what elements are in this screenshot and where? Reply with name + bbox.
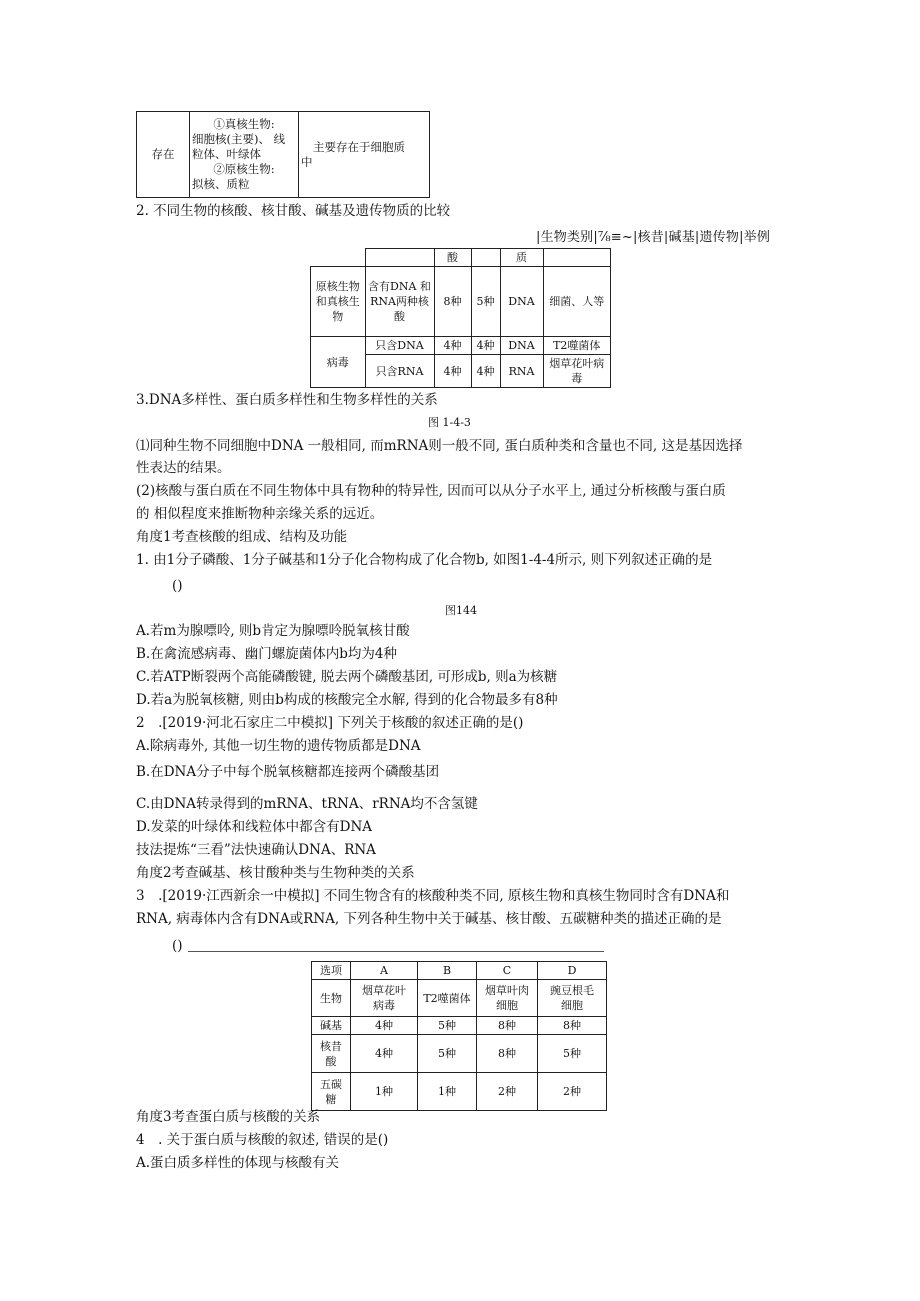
- figure-1-4-3-caption: 图 1-4-3: [428, 416, 471, 429]
- table2-header-cell: [365, 249, 434, 267]
- existence-table: [136, 111, 430, 198]
- answer-underline: [188, 951, 604, 952]
- figure-1-4-4-caption: 图144: [445, 604, 477, 617]
- angle-3-heading: 角度3考查蛋白质与核酸的关系: [136, 1109, 321, 1125]
- existence-right-line: 中: [301, 154, 313, 169]
- table2-header-cell: [471, 249, 500, 267]
- existence-left-cell: [190, 112, 299, 198]
- table3-cell: B: [418, 962, 477, 980]
- table2-cell: 8种: [434, 267, 471, 337]
- question-2-stem: 2 .[2019·河北石家庄二中模拟] 下列关于核酸的叙述正确的是(): [136, 715, 524, 731]
- table3-cell: 2种: [477, 1073, 538, 1111]
- question-3-line-1: 3 .[2019·江西新余一中模拟] 不同生物含有的核酸种类不同, 原核生物和真核生物同时含有DNA和: [136, 888, 730, 904]
- table3-cell: 生物: [312, 980, 351, 1017]
- table3-cell: 5种: [418, 1035, 477, 1073]
- section-2-header-row: |生物类别|⅞≡~|核昔|碱基|遗传物|举例: [536, 230, 771, 245]
- section-2-title: 2. 不同生物的核酸、核甘酸、碱基及遗传物质的比较: [136, 203, 451, 219]
- table2-cell: 细菌、人等: [543, 267, 611, 337]
- table2-cell: 4种: [471, 355, 500, 388]
- existence-left-line: ①真核生物:: [213, 117, 275, 131]
- table3-cell: 碱基: [312, 1017, 351, 1035]
- existence-left-line: ②原核生物:: [213, 162, 275, 176]
- table3-cell: 烟草叶肉细胞: [477, 980, 538, 1017]
- table2-cell: DNA: [500, 337, 543, 355]
- paragraph-1-line-1: ⑴同种生物不同细胞中DNA 一般相同, 而mRNA则一般不同, 蛋白质种类和含量也不同, 这是基因选择: [136, 438, 743, 454]
- table3-cell: 8种: [477, 1035, 538, 1073]
- question-3-options-table: [311, 961, 607, 1111]
- table2-cell: 原核生物和真核生物: [311, 267, 366, 337]
- question-3-answer-paren: (): [172, 938, 183, 954]
- angle-2-heading: 角度2考查碱基、核甘酸种类与生物种类的关系: [136, 865, 415, 881]
- question-1-answer-paren: (): [172, 578, 183, 594]
- existence-left-line: 细胞核(主要)、 线: [192, 132, 286, 146]
- table3-cell: 4种: [351, 1017, 418, 1035]
- question-1-option-a: A.若m为腺嘌呤, 则b肯定为腺嘌呤脱氧核甘酸: [136, 623, 410, 639]
- existence-left-line: 粒体、叶绿体: [192, 147, 261, 161]
- table3-cell: 2种: [538, 1073, 607, 1111]
- table2-cell: 4种: [434, 337, 471, 355]
- table3-cell: 豌豆根毛细胞: [538, 980, 607, 1017]
- table3-cell: 烟草花叶病毒: [351, 980, 418, 1017]
- table2-header-cell: 酸: [434, 249, 471, 267]
- table3-cell: 五碳糖: [312, 1073, 351, 1111]
- table3-cell: 8种: [477, 1017, 538, 1035]
- comparison-table: [310, 248, 611, 388]
- angle-1-heading: 角度1考查核酸的组成、结构及功能: [136, 529, 348, 545]
- question-4-option-a: A.蛋白质多样性的体现与核酸有关: [136, 1155, 340, 1171]
- table2-cell: T2噬菌体: [543, 337, 611, 355]
- table2-cell: 4种: [434, 355, 471, 388]
- table2-cell: 烟草花叶病毒: [543, 355, 611, 388]
- question-1-option-d: D.若a为脱氧核糖, 则由b构成的核酸完全水解, 得到的化合物最多有8种: [136, 692, 558, 708]
- question-2-option-d: D.发菜的叶绿体和线粒体中都含有DNA: [136, 819, 373, 835]
- paragraph-1-line-2: 性表达的结果。: [136, 460, 231, 476]
- paragraph-2-line-1: (2)核酸与蛋白质在不同生物体中具有物种的特异性, 因而可以从分子水平上, 通过分析核酸与蛋白质: [136, 483, 726, 499]
- question-4-stem: 4 . 关于蛋白质与核酸的叙述, 错误的是(): [136, 1132, 389, 1148]
- table3-cell: A: [351, 962, 418, 980]
- table2-header-cell: [543, 249, 611, 267]
- table3-cell: 5种: [418, 1017, 477, 1035]
- table2-cell: 含有DNA 和RNA两种核酸: [365, 267, 434, 337]
- table3-cell: C: [477, 962, 538, 980]
- table3-cell: 5种: [538, 1035, 607, 1073]
- question-2-option-c: C.由DNA转录得到的mRNA、tRNA、rRNA均不含氢键: [136, 796, 478, 812]
- existence-right-line: 主要存在于细胞质: [313, 139, 405, 154]
- table2-header-cell: [311, 249, 366, 267]
- question-1-stem: 1. 由1分子磷酸、1分子碱基和1分子化合物构成了化合物b, 如图1-4-4所示, 则下列叙述正确的是: [136, 552, 713, 568]
- table2-cell: 4种: [471, 337, 500, 355]
- section-3-title: 3.DNA多样性、蛋白质多样性和生物多样性的关系: [136, 392, 438, 408]
- table3-cell: D: [538, 962, 607, 980]
- table3-cell: T2噬菌体: [418, 980, 477, 1017]
- question-1-option-c: C.若ATP断裂两个高能磷酸键, 脱去两个磷酸基团, 可形成b, 则a为核糖: [136, 669, 558, 685]
- table3-cell: 选项: [312, 962, 351, 980]
- table2-cell: DNA: [500, 267, 543, 337]
- technique-tip: 技法提炼“三看”法快速确认DNA、RNA: [136, 842, 376, 858]
- existence-label: 存在: [137, 112, 190, 198]
- table3-cell: 核昔酸: [312, 1035, 351, 1073]
- question-1-option-b: B.在禽流感病毒、幽门螺旋菌体内b均为4种: [136, 646, 397, 662]
- table3-cell: 1种: [351, 1073, 418, 1111]
- question-2-option-a: A.除病毒外, 其他一切生物的遗传物质都是DNA: [136, 738, 421, 754]
- table3-cell: 1种: [418, 1073, 477, 1111]
- question-3-line-2: RNA, 病毒体内含有DNA或RNA, 下列各种生物中关于碱基、核甘酸、五碳糖种类的描述正确的是: [136, 911, 722, 927]
- paragraph-2-line-2: 的 相似程度来推断物种亲缘关系的远近。: [136, 506, 384, 522]
- table2-cell: 只含DNA: [365, 337, 434, 355]
- table3-cell: 8种: [538, 1017, 607, 1035]
- table2-cell: 病毒: [311, 337, 366, 388]
- existence-left-line: 拟核、质粒: [192, 177, 250, 191]
- table2-cell: 只含RNA: [365, 355, 434, 388]
- table3-cell: 4种: [351, 1035, 418, 1073]
- table2-header-cell: 质: [500, 249, 543, 267]
- existence-right-cell: [299, 112, 430, 198]
- table2-cell: RNA: [500, 355, 543, 388]
- question-2-option-b: B.在DNA分子中每个脱氧核糖都连接两个磷酸基团: [136, 764, 440, 780]
- table2-cell: 5种: [471, 267, 500, 337]
